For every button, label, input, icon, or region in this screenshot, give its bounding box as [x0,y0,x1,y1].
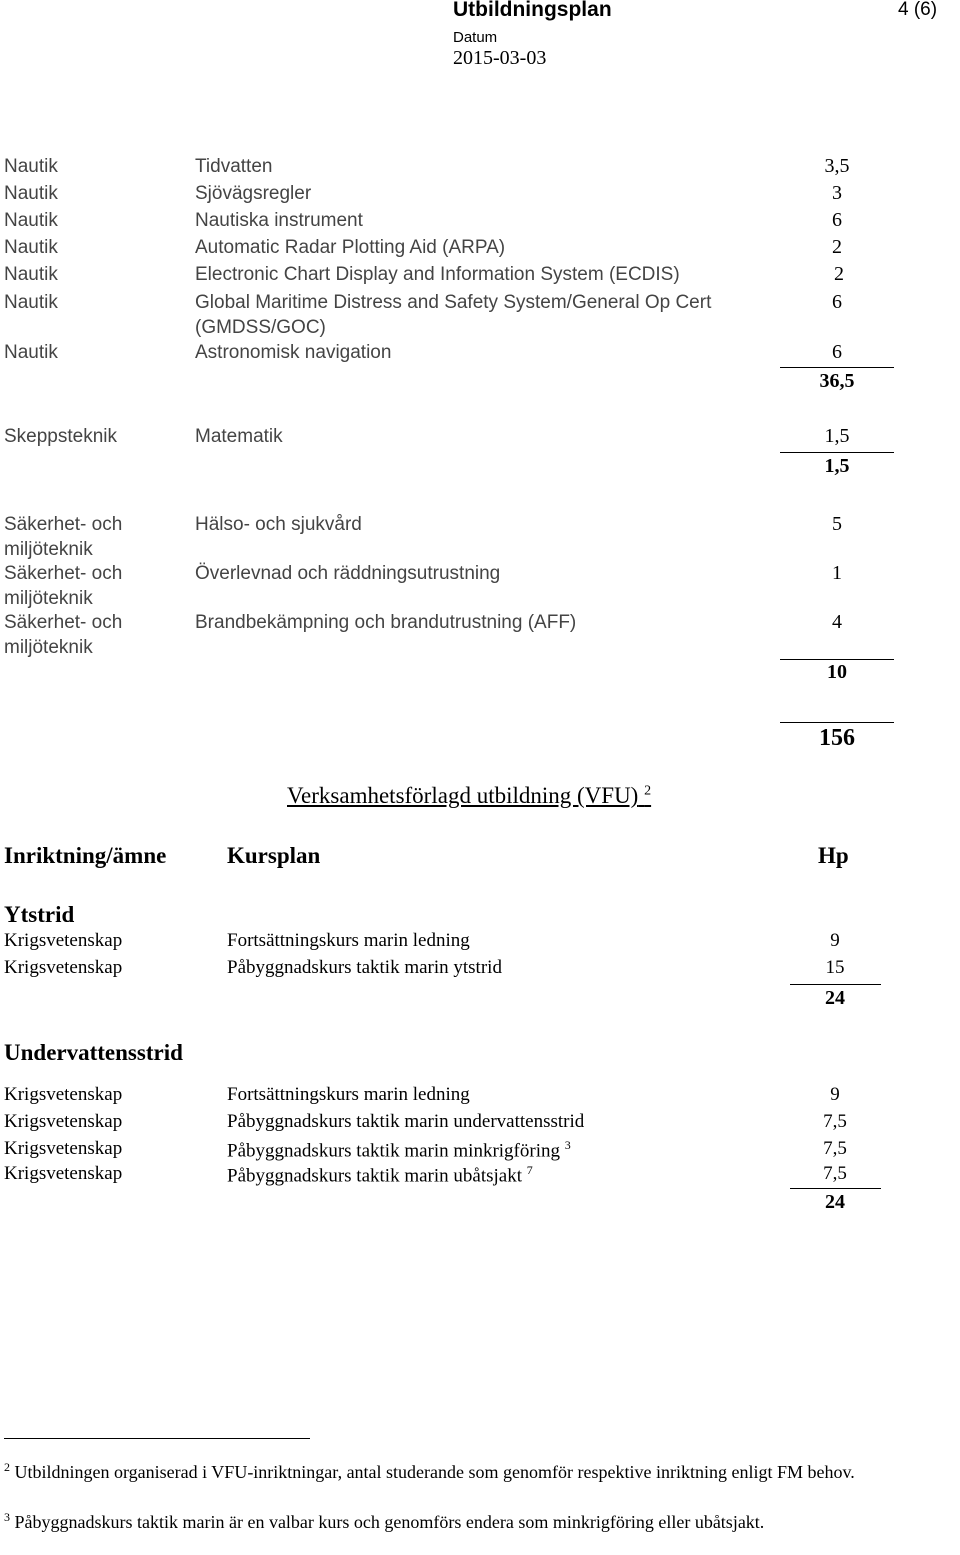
footnote-number: 2 [4,1460,10,1474]
vfu-course-text: Påbyggnadskurs taktik marin minkrigföring [227,1140,560,1162]
course-area-continued: miljöteknik [4,637,93,658]
vfu-course [227,1138,571,1162]
course-name: Tidvatten [195,156,273,177]
course-area: Nautik [4,156,58,177]
course-name: Nautiska instrument [195,210,363,231]
course-hp: 1,5 [824,425,850,447]
subtotal-rule [780,659,894,660]
course-row [0,610,960,660]
footnote-ref: 7 [526,1163,533,1177]
course-area: Säkerhet- och [4,612,123,633]
group-title-ytstrid: Ytstrid [4,902,75,927]
document-title: Utbildningsplan [453,0,612,21]
vfu-row [0,1163,960,1189]
course-hp: 6 [832,291,842,313]
course-area: Nautik [4,237,58,258]
vfu-course: Fortsättningskurs marin ledning [227,930,470,951]
course-name: Sjövägsregler [195,183,312,204]
vfu-course: Påbyggnadskurs taktik marin undervattensstrid [227,1111,585,1132]
course-name: Astronomisk navigation [195,342,392,363]
vfu-hp: 7,5 [823,1163,847,1184]
vfu-row [0,1111,960,1137]
footnote-ref: 3 [564,1138,571,1152]
course-area-continued: miljöteknik [4,588,93,609]
course-row [0,181,960,207]
footnote-ref: 2 [644,783,652,799]
vfu-hp: 15 [825,957,845,978]
course-hp: 6 [832,209,842,231]
course-hp: 1 [832,562,842,584]
vfu-row [0,1138,960,1164]
course-row [0,424,960,450]
subtotal-skeppsteknik: 1,5 [824,455,850,477]
column-header-area: Inriktning/ämne [4,843,167,868]
course-name: Överlevnad och räddningsutrustning [195,563,501,584]
vfu-area: Krigsvetenskap [4,1111,123,1132]
subtotal-ytstrid: 24 [825,987,845,1009]
course-row [0,262,960,288]
course-name-continued: (GMDSS/GOC) [195,317,326,338]
course-area-continued: miljöteknik [4,539,93,560]
page-number: 4 (6) [898,0,938,20]
course-area: Nautik [4,210,58,231]
course-area: Nautik [4,342,58,363]
vfu-area: Krigsvetenskap [4,1084,123,1105]
vfu-area: Krigsvetenskap [4,930,123,951]
vfu-course-text: Påbyggnadskurs taktik marin ubåtsjakt [227,1165,522,1187]
footnote [4,1454,884,1485]
course-hp: 2 [832,236,842,258]
course-row [0,512,960,562]
course-name: Hälso- och sjukvård [195,514,362,535]
subtotal-undervattensstrid: 24 [825,1191,845,1213]
vfu-hp: 7,5 [823,1111,847,1132]
vfu-course: Fortsättningskurs marin ledning [227,1084,470,1105]
vfu-row [0,930,960,956]
date-label: Datum [453,29,498,46]
vfu-area: Krigsvetenskap [4,957,123,978]
course-row [0,235,960,261]
vfu-hp: 9 [830,930,840,951]
group-title-undervattensstrid: Undervattensstrid [4,1040,183,1065]
footnote-separator [4,1438,310,1439]
course-area: Nautik [4,264,58,285]
course-hp: 3,5 [824,155,850,177]
column-header-hp: Hp [818,843,849,868]
column-header-course: Kursplan [227,843,321,868]
course-row [0,561,960,611]
course-name: Brandbekämpning och brandutrustning (AFF) [195,612,577,633]
subtotal-rule [780,452,894,453]
subtotal-nautik: 36,5 [819,370,855,392]
grand-total: 156 [819,725,855,751]
course-hp: 2 [834,263,844,285]
course-hp: 6 [832,341,842,363]
vfu-row [0,957,960,983]
course-area: Säkerhet- och [4,563,123,584]
vfu-area: Krigsvetenskap [4,1163,123,1184]
course-area: Säkerhet- och [4,514,123,535]
vfu-row [0,1084,960,1110]
vfu-hp: 7,5 [823,1138,847,1159]
course-area: Nautik [4,292,58,313]
course-area: Skeppsteknik [4,426,118,447]
course-name: Automatic Radar Plotting Aid (ARPA) [195,237,506,258]
course-row [0,340,960,366]
footnote [4,1504,884,1535]
course-name: Matematik [195,426,283,447]
subtotal-rule [790,984,881,985]
section-title-text: Verksamhetsförlagd utbildning (VFU) [287,783,639,808]
subtotal-sakerhet: 10 [827,661,847,683]
document-date: 2015-03-03 [453,47,547,69]
course-area: Nautik [4,183,58,204]
footnote-number: 3 [4,1510,10,1524]
course-row [0,290,960,342]
vfu-course [227,1163,533,1187]
course-name: Electronic Chart Display and Information System (ECDIS) [195,264,680,285]
subtotal-rule [790,1188,881,1189]
course-hp: 5 [832,513,842,535]
course-hp: 4 [832,611,842,633]
vfu-hp: 9 [830,1084,840,1105]
total-rule [780,722,894,723]
footnote-text: Påbyggnadskurs taktik marin är en valbar kurs och genomförs endera som minkrigföring eller ubåtsjakt. [14,1512,765,1532]
vfu-area: Krigsvetenskap [4,1138,123,1159]
vfu-course: Påbyggnadskurs taktik marin ytstrid [227,957,502,978]
course-hp: 3 [832,182,842,204]
footnote-text: Utbildningen organiserad i VFU-inriktningar, antal studerande som genomför respektive inriktning enligt FM behov. [14,1462,855,1482]
course-name: Global Maritime Distress and Safety System/General Op Cert [195,292,712,313]
course-row [0,208,960,234]
section-title [287,783,651,809]
course-row [0,154,960,180]
subtotal-rule [780,367,894,368]
